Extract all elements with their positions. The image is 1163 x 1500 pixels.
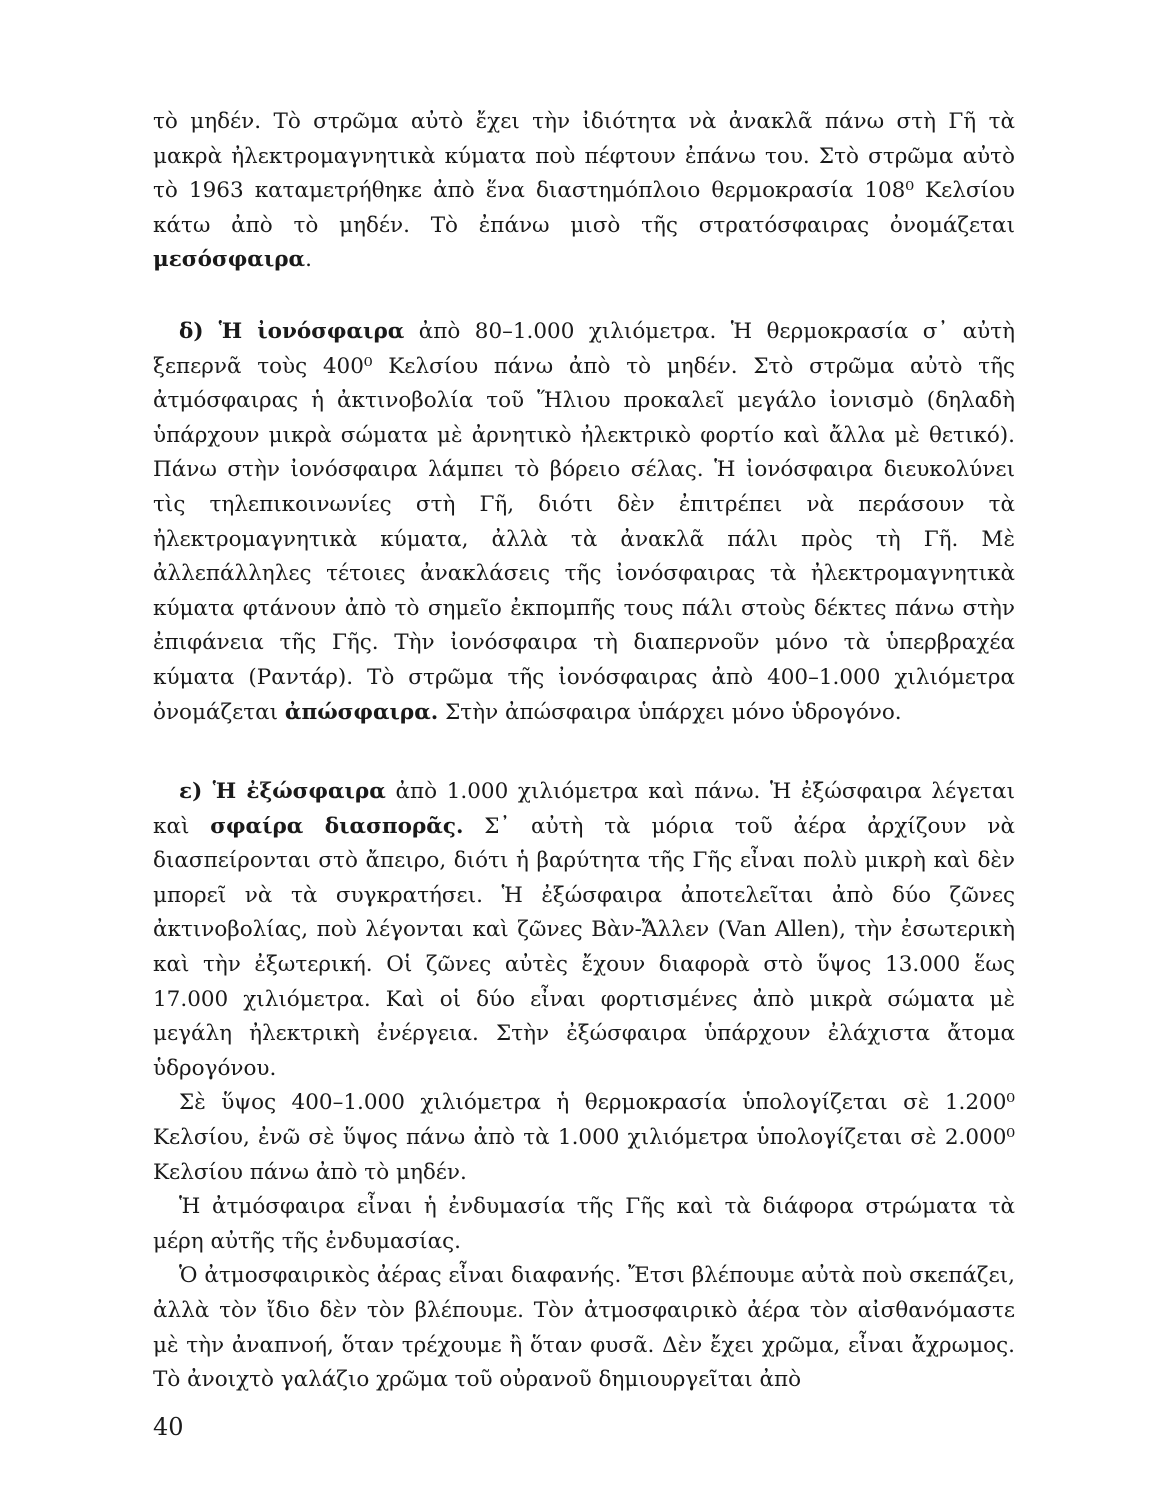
text-run: ἀπὸ 1.000 χιλιόμετρα καὶ πάνω. Ἡ ἐξώσφαιρα λέγεται καὶ	[153, 779, 1015, 839]
paragraph-mesosphere	[153, 105, 1015, 278]
page-number: 40	[153, 1413, 184, 1441]
paragraph-clothing: Ἡ ἀτμόσφαιρα εἶναι ἡ ἐνδυμασία τῆς Γῆς καὶ τὰ διάφορα στρώματα τὰ μέρη αὐτῆς τῆς ἐνδυμασίας.	[153, 1194, 1015, 1254]
paragraph-group-exosphere	[153, 775, 1015, 1398]
paragraph-air: Ὁ ἀτμοσφαιρικὸς ἀέρας εἶναι διαφανής. Ἔτσι βλέπουμε αὐτὰ ποὺ σκεπάζει, ἀλλὰ τὸν ἴδιο δὲν τὸν βλέπουμε. Τὸν ἀτμοσφαιρικὸ ἀέρα τὸν αἰσθανόμαστε μὲ τὴν ἀναπνοή, ὅταν τρέχουμε ἢ ὅταν φυσᾶ. Δὲν ἔχει χρῶμα, εἶναι ἄχρωμος. Τὸ ἀνοιχτὸ γαλάζιο χρῶμα τοῦ οὐρανοῦ δημιουργεῖται ἀπὸ	[153, 1263, 1015, 1393]
term-bold: σφαίρα διασπορᾶς.	[210, 813, 464, 839]
term-bold: μεσόσφαιρα	[153, 247, 306, 273]
paragraph-exosphere	[153, 775, 1015, 1086]
text-run: ἀπὸ 80–1.000 χιλιόμετρα. Ἡ θερμοκρασία σ᾽ αὐτὴ ξεπερνᾶ τοὺς 400⁰ Κελσίου πάνω ἀπὸ τὸ μηδέν. Στὸ στρῶμα αὐτὸ τῆς ἀτμόσφαιρας ἡ ἀκτινοβολία τοῦ Ἥλιου προκαλεῖ μεγάλο ἰονισμὸ (δηλαδὴ ὑπάρχουν μικρὰ σώματα μὲ ἀρνητικὸ ἠλεκτρικὸ φορτίο καὶ ἄλλα μὲ θετικό). Πάνω στὴν ἰονόσφαιρα λάμπει τὸ βόρειο σέλας. Ἡ ἰονόσφαιρα διευκολύνει τὶς τηλεπικοινωνίες στὴ Γῆ, διότι δὲν ἐπιτρέπει νὰ περάσουν τὰ ἠλεκτρομαγνητικὰ κύματα, ἀλλὰ τὰ ἀνακλᾶ πάλι πρὸς τὴ Γῆ. Μὲ ἀλλεπάλληλες τέτοιες ἀνακλάσεις τῆς ἰονόσφαιρας τὰ ἠλεκτρομαγνητικὰ κύματα φτάνουν ἀπὸ τὸ σημεῖο ἐκπομπῆς τους πάλι στοὺς δέκτες πάνω στὴν ἐπιφάνεια τῆς Γῆς. Τὴν ἰονόσφαιρα τὴ διαπερνοῦν μόνο τὰ ὑπερβραχέα κύματα (Ραντάρ). Τὸ στρῶμα τῆς ἰονόσφαιρας ἀπὸ 400–1.000 χιλιόμετρα ὀνομάζεται	[153, 319, 1015, 725]
text-run: Στὴν ἀπώσφαιρα ὑπάρχει μόνο ὑδρογόνο.	[438, 699, 902, 725]
section-label: δ)	[179, 319, 219, 344]
text-run: Σ᾽ αὐτὴ τὰ μόρια τοῦ ἀέρα ἀρχίζουν νὰ διασπείρονται στὸ ἄπειρο, διότι ἡ βαρύτητα τῆς Γῆς εἶναι πολὺ μικρὴ καὶ δὲν μπορεῖ νὰ τὰ συγκρατήσει. Ἡ ἐξώσφαιρα ἀποτελεῖται ἀπὸ δύο ζῶνες ἀκτινοβολίας, ποὺ λέγονται καὶ ζῶνες Βὰν-Ἄλλεν (Van Allen), τὴν ἐσωτερικὴ καὶ τὴν ἐξωτερική. Οἱ ζῶνες αὐτὲς ἔχουν διαφορὰ στὸ ὕψος 13.000 ἕως 17.000 χιλιόμετρα. Καὶ οἱ δύο εἶναι φορτισμένες ἀπὸ μικρὰ σώματα μὲ μεγάλη ἠλεκτρικὴ ἐνέργεια. Στὴν ἐξώσφαιρα ὑπάρχουν ἐλάχιστα ἄτομα ὑδρογόνου.	[153, 813, 1015, 1081]
term-bold: Ἡ ἐξώσφαιρα	[212, 779, 386, 804]
paragraph-temperature: Σὲ ὕψος 400–1.000 χιλιόμετρα ἡ θερμοκρασία ὑπολογίζεται σὲ 1.200⁰ Κελσίου, ἐνῶ σὲ ὕψος πάνω ἀπὸ τὰ 1.000 χιλιόμετρα ὑπολογίζεται σὲ 2.000⁰ Κελσίου πάνω ἀπὸ τὸ μηδέν.	[153, 1090, 1015, 1185]
text-run: τὸ μηδέν. Τὸ στρῶμα αὐτὸ ἔχει τὴν ἰδιότητα νὰ ἀνακλᾶ πάνω στὴ Γῆ τὰ μακρὰ ἠλεκτρομαγνητικὰ κύματα ποὺ πέφτουν ἐπάνω του. Στὸ στρῶμα αὐτὸ τὸ 1963 καταμετρήθηκε ἀπὸ ἕνα διαστημόπλοιο θερμοκρασία 108⁰ Κελσίου κάτω ἀπὸ τὸ μηδέν. Τὸ ἐπάνω μισὸ τῆς στρατόσφαιρας ὀνομάζεται	[153, 109, 1015, 238]
paragraph-ionosphere	[153, 315, 1015, 730]
term-bold: Ἡ ἰονόσφαιρα	[218, 319, 405, 344]
paragraph-text	[153, 105, 1015, 278]
paragraph-text	[153, 315, 1015, 730]
term-bold: ἀπώσφαιρα.	[284, 699, 439, 725]
section-label: ε)	[179, 779, 213, 804]
text-run: .	[305, 247, 312, 273]
